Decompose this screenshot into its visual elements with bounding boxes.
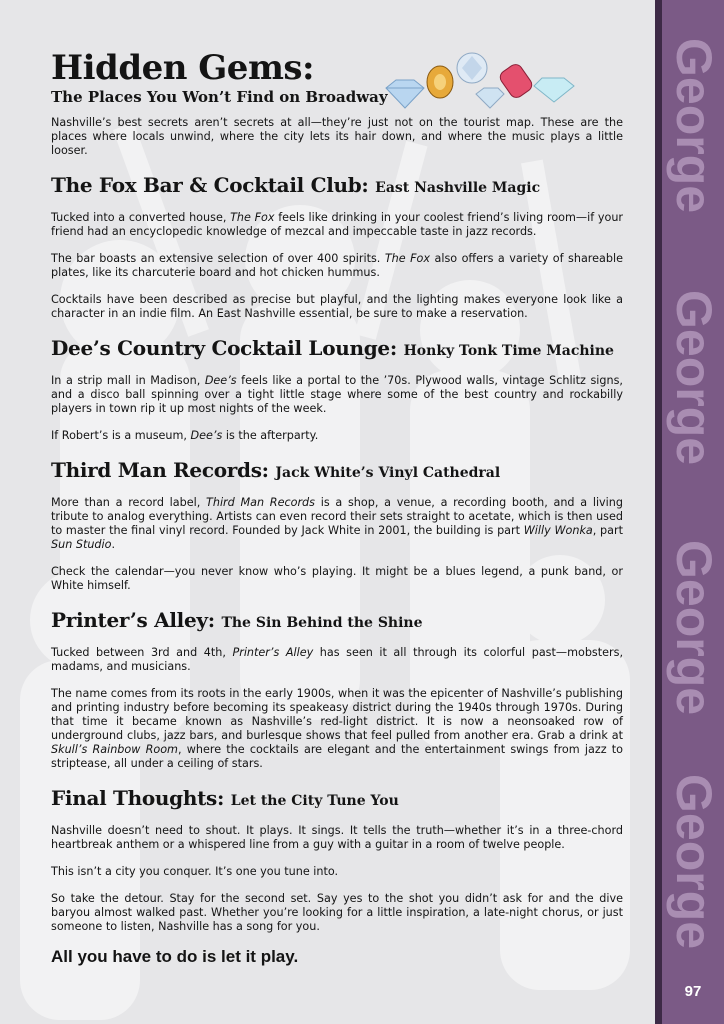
brand-word: George (666, 774, 722, 950)
paragraph: Tucked into a converted house, The Fox feels like drinking in your coolest friend’s living room—if your friend had an encyclopedic knowledge of mezcal and impeccable taste in jazz records. (51, 211, 624, 238)
section-heading (51, 457, 623, 486)
section-title: Dee’s Country Cocktail Lounge: (51, 336, 397, 360)
page-subtitle: The Places You Won’t Find on Broadway (51, 88, 388, 106)
section-heading (51, 607, 623, 636)
section-subtitle: East Nashville Magic (375, 180, 541, 196)
page-title: Hidden Gems: (51, 48, 315, 88)
section-fox-bar (51, 172, 623, 321)
amber-gem-icon (427, 66, 453, 98)
gemstones-illustration (384, 50, 578, 110)
paragraph: So take the detour. Stay for the second set. Say yes to the shot you didn’t ask for and the dive baryou almost walked past. Whether you’re looking for a little inspiration, a late-night chorus, or just someone to listen, Nashville has a song for you. (51, 892, 623, 933)
section-heading (51, 172, 623, 201)
section-subtitle: Honky Tonk Time Machine (403, 343, 614, 359)
section-title: The Fox Bar & Cocktail Club: (51, 173, 369, 197)
section-final-thoughts (51, 785, 623, 967)
paragraph: More than a record label, Third Man Records is a shop, a venue, a recording booth, and a living tribute to analog everything. Artists can even record their sets straight to acetate, which is then used to master the final vinyl record. Founded by Jack White in 2001, the building is part Willy Wonka, part Sun Studio. (51, 496, 623, 551)
white-diamond-icon (457, 53, 487, 83)
paragraph: The bar boasts an extensive selection of over 400 spirits. The Fox also offers a variety of shareable plates, like its charcuterie board and hot chicken hummus. (51, 252, 623, 279)
aqua-diamond-icon (534, 78, 574, 102)
blue-diamond-icon (386, 80, 424, 108)
section-subtitle: Let the City Tune You (230, 793, 399, 809)
brand-word: George (666, 38, 722, 214)
section-subtitle: The Sin Behind the Shine (221, 615, 423, 631)
section-title: Final Thoughts: (51, 786, 225, 810)
paragraph: Tucked between 3rd and 4th, Printer’s Alley has seen it all through its colorful past—mobsters, madams, and musicians. (51, 646, 624, 673)
paragraph: This isn’t a city you conquer. It’s one you tune into. (51, 865, 339, 878)
closing-line: All you have to do is let it play. (51, 947, 299, 966)
page-number: 97 (684, 983, 702, 1000)
small-diamond-icon (476, 88, 504, 108)
brand-word: George (666, 290, 722, 466)
article (51, 48, 623, 967)
paragraph: Check the calendar—you never know who’s playing. It might be a blues legend, a punk band, or White himself. (51, 565, 623, 592)
section-heading (51, 785, 623, 814)
paragraph: Nashville doesn’t need to shout. It plays. It sings. It tells the truth—whether it’s in a three-chord heartbreak anthem or a whispered line from a guy with a guitar in a room of twelve people. (51, 824, 623, 851)
paragraph: The name comes from its roots in the early 1900s, when it was the epicenter of Nashville’s publishing and printing industry before becoming its speakeasy district during the 1940s through 1970s. During that time it became known as Nashville’s red-light district. It is now a neonsoaked row of underground clubs, jazz bars, and burlesque shows that feel pulled from another era. Grab a drink at Skull’s Rainbow Room, where the cocktails are elegant and the entertainment swings from jazz to striptease, all under a ceiling of stars. (51, 687, 624, 770)
intro-paragraph: Nashville’s best secrets aren’t secrets at all—they’re just not on the tourist map. These are the places where locals unwind, where the city lets its hair down, and where the music plays a little looser. (51, 116, 623, 157)
section-printers-alley (51, 607, 623, 771)
paragraph: Cocktails have been described as precise but playful, and the lighting makes everyone look like a character in an indie film. An East Nashville essential, be sure to make a reservation. (51, 293, 623, 320)
brand-word: George (666, 540, 722, 716)
magazine-sidebar (655, 0, 724, 1024)
paragraph: If Robert’s is a museum, Dee’s is the afterparty. (51, 429, 319, 442)
section-title: Third Man Records: (51, 458, 269, 482)
section-heading (51, 335, 623, 364)
paragraph: In a strip mall in Madison, Dee’s feels like a portal to the ’70s. Plywood walls, vintage Schlitz signs, and a disco ball spinning over a tight little stage where some of the best country and rockabilly players in town rip it up most nights of the week. (51, 374, 623, 415)
section-third-man (51, 457, 623, 593)
section-subtitle: Jack White’s Vinyl Cathedral (275, 465, 501, 481)
section-dees (51, 335, 623, 443)
section-title: Printer’s Alley: (51, 608, 215, 632)
